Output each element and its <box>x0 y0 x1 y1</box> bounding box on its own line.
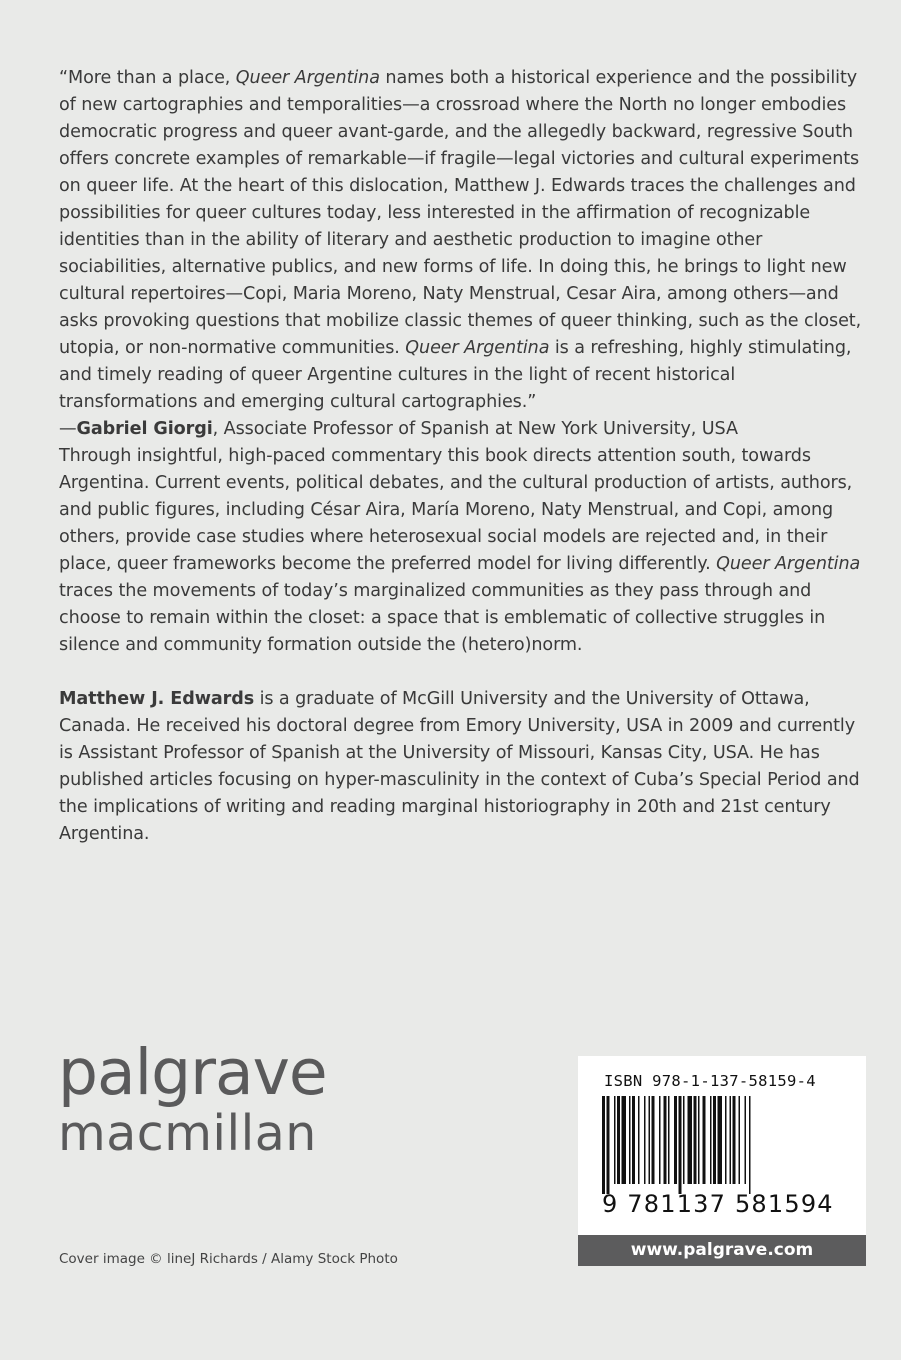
barcode-bars <box>602 1096 822 1194</box>
author-bio-text: is a graduate of McGill University and the University of Ottawa, Canada. He received his doctoral degree from Emory University, USA in 2009 and currently is Assistant Professor of Spanish at the University of Missouri, Kansas City, USA. He has published articles focusing on hyper-masculinity in the context of Cuba’s Special Period and the implications of writing and reading marginal historiography in 20th and 21st century Argentina. <box>59 689 860 844</box>
quote-book-title: Queer Argentina <box>235 68 380 88</box>
quote-text-1: names both a historical experience and the possibility of new cartographies and temporalities—a crossroad where the North no longer embodies democratic progress and queer avant-garde, and the allegedly backward, regressive South offers concrete examples of remarkable—if fragile—legal victories and cultural experiments on queer life. At the heart of this dislocation, Matthew J. Edwards traces the challenges and possibilities for queer cultures today, less interested in the affirmation of recognizable identities than in the ability of literary and aesthetic production to imagine other sociabilities, alternative publics, and new forms of life. In doing this, he brings to light new cultural repertoires—Copi, Maria Moreno, Naty Menstrual, Cesar Aira, among others—and asks provoking questions that mobilize classic themes of queer thinking, such as the closet, utopia, or non-normative communities. <box>59 68 862 358</box>
barcode-digits: 9 781137 581594 <box>602 1190 834 1218</box>
publisher-website: www.palgrave.com <box>578 1235 866 1266</box>
publisher-logo <box>58 1036 327 1162</box>
book-description <box>59 443 867 659</box>
isbn-barcode-box <box>578 1056 866 1236</box>
author-name: Matthew J. Edwards <box>59 689 255 709</box>
quote-author: Gabriel Giorgi <box>76 419 213 439</box>
publisher-logo-line2: macmillan <box>58 1105 317 1162</box>
cover-image-credit: Cover image © lineJ Richards / Alamy Stock Photo <box>59 1251 398 1267</box>
quote-open: “More than a place, <box>59 68 236 88</box>
description-book-title: Queer Argentina <box>716 554 861 574</box>
quote-book-title: Queer Argentina <box>405 338 550 358</box>
quote-dash: — <box>59 419 77 439</box>
description-text-1: Through insightful, high-paced commentary this book directs attention south, towards Argentina. Current events, political debates, and the cultural production of artists, authors, and public figures, including César Aira, María Moreno, Naty Menstrual, and Copi, among others, provide case studies where heterosexual social models are rejected and, in their place, queer frameworks become the preferred model for living differently. <box>59 446 853 574</box>
publisher-logo-line1: palgrave <box>58 1036 327 1109</box>
quote-affiliation: , Associate Professor of Spanish at New York University, USA <box>212 419 738 439</box>
description-text-2: traces the movements of today’s marginalized communities as they pass through and choose to remain within the closet: a space that is emblematic of collective struggles in silence and community formation outside the (hetero)norm. <box>59 581 826 655</box>
isbn-label: ISBN 978-1-137-58159-4 <box>604 1072 816 1090</box>
author-bio <box>59 686 867 848</box>
endorsement-quote <box>59 65 867 443</box>
quote-text-2: is a refreshing, highly stimulating, and timely reading of queer Argentine cultures in the light of recent historical transformations and emerging cultural cartographies.” <box>59 338 852 412</box>
